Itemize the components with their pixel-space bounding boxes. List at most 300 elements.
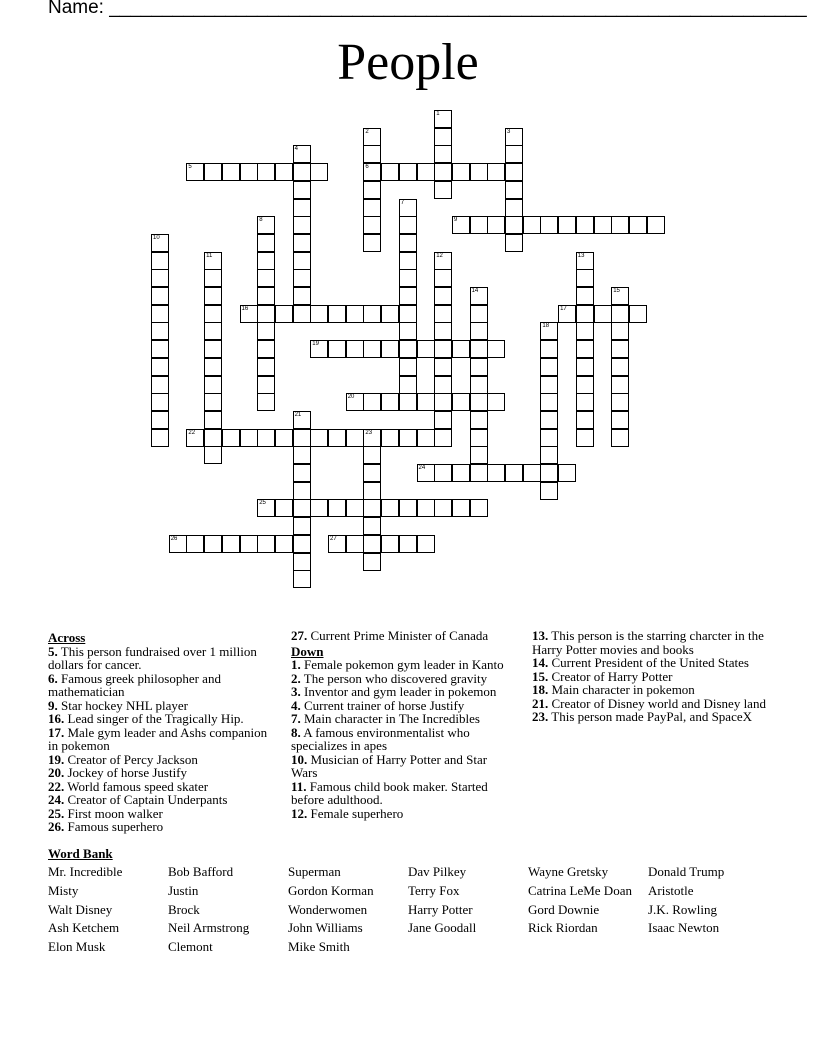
grid-cell[interactable] <box>293 216 311 234</box>
clue: 16. Lead singer of the Tragically Hip. <box>48 711 244 726</box>
grid-cell[interactable] <box>487 340 505 358</box>
grid-cell[interactable] <box>611 429 629 447</box>
clue-number: 20 <box>347 394 355 401</box>
grid-cell[interactable] <box>505 128 523 146</box>
grid-cell[interactable] <box>470 216 488 234</box>
clue: 25. First moon walker <box>48 805 163 821</box>
grid-cell[interactable] <box>594 216 612 234</box>
grid-cell[interactable] <box>399 269 417 287</box>
grid-cell[interactable] <box>204 340 222 358</box>
grid-cell[interactable] <box>470 411 488 429</box>
grid-cell[interactable] <box>470 393 488 411</box>
grid-cell[interactable] <box>328 340 346 358</box>
grid-cell[interactable] <box>293 570 311 588</box>
clue: 24. Creator of Captain Underpants <box>48 792 228 807</box>
grid-cell[interactable] <box>399 322 417 340</box>
grid-cell[interactable] <box>257 252 275 270</box>
grid-cell[interactable] <box>204 535 222 553</box>
grid-cell[interactable] <box>363 145 381 163</box>
grid-cell[interactable] <box>434 429 452 447</box>
grid-cell[interactable] <box>611 216 629 234</box>
clue-number: 19 <box>312 341 319 348</box>
word-bank-item: Catrina LeMe Doan <box>528 882 632 898</box>
grid-cell[interactable] <box>257 535 275 553</box>
grid-cell[interactable] <box>240 535 258 553</box>
grid-cell[interactable] <box>363 234 381 252</box>
grid-cell[interactable] <box>523 464 541 482</box>
grid-cell[interactable] <box>293 252 311 270</box>
grid-cell[interactable] <box>275 535 293 553</box>
grid-cell[interactable] <box>576 269 594 287</box>
grid-cell[interactable] <box>151 234 169 252</box>
grid-cell[interactable] <box>576 340 594 358</box>
clue: 27. Current Prime Minister of Canada <box>291 628 489 643</box>
grid-cell[interactable] <box>328 499 346 517</box>
grid-cell[interactable] <box>363 429 381 447</box>
grid-cell[interactable] <box>257 305 275 323</box>
grid-cell[interactable] <box>257 216 275 234</box>
word-bank-item: Aristotle <box>648 882 694 898</box>
grid-cell[interactable] <box>452 464 470 482</box>
grid-cell[interactable] <box>540 411 558 429</box>
grid-cell[interactable] <box>434 376 452 394</box>
grid-cell[interactable] <box>576 429 594 447</box>
grid-cell[interactable] <box>257 234 275 252</box>
grid-cell[interactable] <box>346 429 364 447</box>
grid-cell[interactable] <box>363 340 381 358</box>
grid-cell[interactable] <box>204 411 222 429</box>
grid-cell[interactable] <box>363 305 381 323</box>
grid-cell[interactable] <box>381 163 399 181</box>
grid-cell[interactable] <box>611 358 629 376</box>
grid-cell[interactable] <box>399 376 417 394</box>
grid-cell[interactable] <box>540 322 558 340</box>
clue-number: 7 <box>400 199 405 206</box>
clue: 9. Star hockey NHL player <box>48 697 188 713</box>
grid-cell[interactable] <box>505 216 523 234</box>
clue-number: 9 <box>453 217 458 224</box>
grid-cell[interactable] <box>470 464 488 482</box>
grid-cell[interactable] <box>399 252 417 270</box>
grid-cell[interactable] <box>346 499 364 517</box>
grid-cell[interactable] <box>487 393 505 411</box>
grid-cell[interactable] <box>505 163 523 181</box>
grid-cell[interactable] <box>470 322 488 340</box>
grid-cell[interactable] <box>151 322 169 340</box>
grid-cell[interactable] <box>310 340 328 358</box>
grid-cell[interactable] <box>151 376 169 394</box>
grid-cell[interactable] <box>611 305 629 323</box>
grid-cell[interactable] <box>452 393 470 411</box>
grid-cell[interactable] <box>611 411 629 429</box>
page-title: People <box>337 34 479 91</box>
grid-cell[interactable] <box>629 216 647 234</box>
grid-cell[interactable] <box>452 216 470 234</box>
word-bank-item: Bob Bafford <box>168 864 234 879</box>
grid-cell[interactable] <box>293 145 311 163</box>
grid-cell[interactable] <box>346 535 364 553</box>
grid-cell[interactable] <box>452 340 470 358</box>
grid-cell[interactable] <box>381 499 399 517</box>
grid-cell[interactable] <box>310 305 328 323</box>
word-bank-item: Neil Armstrong <box>168 920 250 936</box>
grid-cell[interactable] <box>204 252 222 270</box>
clue: 10. Musician of Harry Potter and Star Wars <box>291 751 488 780</box>
clue-number: 27 <box>330 535 337 542</box>
clue-number: 1 <box>436 111 440 117</box>
grid-cell[interactable] <box>151 358 169 376</box>
word-bank-item: Mr. Incredible <box>48 864 123 879</box>
clue-number: 5 <box>188 164 192 171</box>
clue: 13. This person is the starring charcter in the Harry Potter movies and books <box>532 628 764 657</box>
grid-cell[interactable] <box>417 163 435 181</box>
grid-cell[interactable] <box>293 429 311 447</box>
grid-cell[interactable] <box>257 499 275 517</box>
grid-cell[interactable] <box>151 305 169 323</box>
grid-cell[interactable] <box>293 234 311 252</box>
clue: 6. Famous greek philosopher and mathematician <box>48 670 221 699</box>
grid-cell[interactable] <box>576 358 594 376</box>
clue-number: 26 <box>170 535 178 542</box>
grid-cell[interactable] <box>434 287 452 305</box>
grid-cell[interactable] <box>240 305 258 323</box>
clue: 3. Inventor and gym leader in pokemon <box>291 684 497 699</box>
grid-cell[interactable] <box>505 234 523 252</box>
grid-cell[interactable] <box>505 199 523 217</box>
grid-cell[interactable] <box>434 464 452 482</box>
word-bank-item: Brock <box>168 901 200 917</box>
grid-cell[interactable] <box>204 163 222 181</box>
grid-cell[interactable] <box>576 287 594 305</box>
grid-cell[interactable] <box>204 269 222 287</box>
grid-cell[interactable] <box>576 252 594 270</box>
grid-cell[interactable] <box>470 163 488 181</box>
clue-number: 13 <box>577 252 585 259</box>
grid-cell[interactable] <box>470 446 488 464</box>
grid-cell[interactable] <box>470 358 488 376</box>
grid-cell[interactable] <box>399 535 417 553</box>
grid-cell[interactable] <box>204 446 222 464</box>
clue-number: 12 <box>436 252 443 259</box>
grid-cell[interactable] <box>293 163 311 181</box>
grid-cell[interactable] <box>434 145 452 163</box>
clue: 23. This person made PayPal, and SpaceX <box>532 709 752 724</box>
grid-cell[interactable] <box>363 181 381 199</box>
grid-cell[interactable] <box>363 163 381 181</box>
grid-cell[interactable] <box>470 305 488 323</box>
clue-column-1 <box>48 629 273 834</box>
grid-cell[interactable] <box>257 163 275 181</box>
grid-cell[interactable] <box>257 393 275 411</box>
grid-cell[interactable] <box>540 340 558 358</box>
grid-cell[interactable] <box>240 429 258 447</box>
clue-number: 15 <box>613 288 620 294</box>
grid-cell[interactable] <box>417 464 435 482</box>
clue-number: 11 <box>206 252 213 259</box>
grid-cell[interactable] <box>222 535 240 553</box>
grid-cell[interactable] <box>576 393 594 411</box>
grid-cell[interactable] <box>434 269 452 287</box>
grid-cell[interactable] <box>611 376 629 394</box>
grid-cell[interactable] <box>505 145 523 163</box>
grid-cell[interactable] <box>399 234 417 252</box>
grid-cell[interactable] <box>293 535 311 553</box>
grid-cell[interactable] <box>470 429 488 447</box>
grid-cell[interactable] <box>186 535 204 553</box>
word-bank-item: Ash Ketchem <box>48 920 120 936</box>
word-bank-item: Jane Goodall <box>408 920 477 936</box>
grid-cell[interactable] <box>275 305 293 323</box>
grid-cell[interactable] <box>222 429 240 447</box>
clue: 4. Current trainer of horse Justify <box>291 697 465 713</box>
grid-cell[interactable] <box>523 216 541 234</box>
grid-cell[interactable] <box>151 393 169 411</box>
grid-cell[interactable] <box>647 216 665 234</box>
grid-cell[interactable] <box>381 535 399 553</box>
grid-cell[interactable] <box>434 411 452 429</box>
grid-cell[interactable] <box>540 393 558 411</box>
grid-cell[interactable] <box>204 376 222 394</box>
clue: 21. Creator of Disney world and Disney land <box>532 695 766 711</box>
word-bank-item: Isaac Newton <box>648 920 720 936</box>
grid-cell[interactable] <box>381 305 399 323</box>
clue: 7. Main character in The Incredibles <box>291 711 480 726</box>
grid-cell[interactable] <box>434 393 452 411</box>
grid-cell[interactable] <box>434 358 452 376</box>
grid-cell[interactable] <box>399 358 417 376</box>
grid-cell[interactable] <box>576 305 594 323</box>
grid-cell[interactable] <box>293 287 311 305</box>
grid-cell[interactable] <box>487 163 505 181</box>
grid-cell[interactable] <box>540 464 558 482</box>
grid-cell[interactable] <box>576 411 594 429</box>
grid-cell[interactable] <box>540 216 558 234</box>
grid-cell[interactable] <box>540 429 558 447</box>
clue-number: 2 <box>365 128 369 135</box>
grid-cell[interactable] <box>417 429 435 447</box>
grid-cell[interactable] <box>505 464 523 482</box>
grid-cell[interactable] <box>470 340 488 358</box>
grid-cell[interactable] <box>399 287 417 305</box>
grid-cell[interactable] <box>151 340 169 358</box>
grid-cell[interactable] <box>293 269 311 287</box>
grid-cell[interactable] <box>275 499 293 517</box>
grid-cell[interactable] <box>434 163 452 181</box>
grid-cell[interactable] <box>204 429 222 447</box>
clue: 1. Female pokemon gym leader in Kanto <box>291 657 504 672</box>
name-line: Name: __________________________________________________________________ <box>48 0 807 18</box>
grid-cell[interactable] <box>346 393 364 411</box>
grid-cell[interactable] <box>363 553 381 571</box>
grid-cell[interactable] <box>611 393 629 411</box>
grid-cell[interactable] <box>611 287 629 305</box>
grid-cell[interactable] <box>434 340 452 358</box>
grid-cell[interactable] <box>151 252 169 270</box>
word-bank-item: John Williams <box>288 920 363 936</box>
grid-cell[interactable] <box>576 376 594 394</box>
grid-cell[interactable] <box>204 393 222 411</box>
grid-cell[interactable] <box>257 287 275 305</box>
grid-cell[interactable] <box>452 163 470 181</box>
grid-cell[interactable] <box>558 305 576 323</box>
grid-cell[interactable] <box>363 216 381 234</box>
grid-cell[interactable] <box>417 499 435 517</box>
grid-cell[interactable] <box>363 517 381 535</box>
grid-cell[interactable] <box>611 340 629 358</box>
grid-cell[interactable] <box>257 376 275 394</box>
grid-cell[interactable] <box>363 482 381 500</box>
grid-cell[interactable] <box>310 163 328 181</box>
grid-cell[interactable] <box>363 199 381 217</box>
word-bank-item: Justin <box>168 882 199 898</box>
grid-cell[interactable] <box>293 464 311 482</box>
word-bank-item: Donald Trump <box>648 864 725 879</box>
grid-cell[interactable] <box>310 429 328 447</box>
grid-cell[interactable] <box>434 181 452 199</box>
word-bank-item: Walt Disney <box>48 901 113 917</box>
clue-number: 8 <box>259 217 263 224</box>
grid-cell[interactable] <box>399 499 417 517</box>
grid-cell[interactable] <box>399 163 417 181</box>
word-bank-item: Harry Potter <box>408 901 473 917</box>
grid-cell[interactable] <box>399 340 417 358</box>
clue: 26. Famous superhero <box>48 819 164 834</box>
grid-cell[interactable] <box>151 269 169 287</box>
grid-cell[interactable] <box>363 393 381 411</box>
clue: 19. Creator of Percy Jackson <box>48 751 198 767</box>
clue-number: 6 <box>365 164 369 171</box>
grid-cell[interactable] <box>452 499 470 517</box>
grid-cell[interactable] <box>257 358 275 376</box>
grid-cell[interactable] <box>275 163 293 181</box>
grid-cell[interactable] <box>186 163 204 181</box>
grid-cell[interactable] <box>487 216 505 234</box>
grid-cell[interactable] <box>151 411 169 429</box>
grid-cell[interactable] <box>470 499 488 517</box>
clue-column-3 <box>532 629 767 724</box>
grid-cell[interactable] <box>151 429 169 447</box>
grid-cell[interactable] <box>328 535 346 553</box>
clue-column-2 <box>291 629 516 820</box>
grid-cell[interactable] <box>293 517 311 535</box>
grid-cell[interactable] <box>346 340 364 358</box>
grid-cell[interactable] <box>381 429 399 447</box>
grid-cell[interactable] <box>328 429 346 447</box>
grid-cell[interactable] <box>540 358 558 376</box>
grid-cell[interactable] <box>204 287 222 305</box>
grid-cell[interactable] <box>629 305 647 323</box>
grid-cell[interactable] <box>399 305 417 323</box>
grid-cell[interactable] <box>434 110 452 128</box>
grid-cell[interactable] <box>594 305 612 323</box>
word-bank-heading: Word Bank <box>48 846 113 861</box>
grid-cell[interactable] <box>151 287 169 305</box>
grid-cell[interactable] <box>169 535 187 553</box>
grid-cell[interactable] <box>417 340 435 358</box>
grid-cell[interactable] <box>470 287 488 305</box>
grid-cell[interactable] <box>399 429 417 447</box>
grid-cell[interactable] <box>487 464 505 482</box>
grid-cell[interactable] <box>558 464 576 482</box>
grid-cell[interactable] <box>540 482 558 500</box>
grid-cell[interactable] <box>558 216 576 234</box>
grid-cell[interactable] <box>186 429 204 447</box>
grid-cell[interactable] <box>293 446 311 464</box>
grid-cell[interactable] <box>204 305 222 323</box>
grid-cell[interactable] <box>470 376 488 394</box>
grid-cell[interactable] <box>363 446 381 464</box>
grid-cell[interactable] <box>434 499 452 517</box>
grid-cell[interactable] <box>257 429 275 447</box>
grid-cell[interactable] <box>381 393 399 411</box>
word-bank-item: Clemont <box>168 939 213 955</box>
grid-cell[interactable] <box>540 376 558 394</box>
clue: 8. A famous environmentalist who specializes in apes <box>291 724 470 753</box>
clue-number: 21 <box>294 411 302 418</box>
grid-cell[interactable] <box>204 322 222 340</box>
grid-cell[interactable] <box>293 499 311 517</box>
grid-cell[interactable] <box>363 128 381 146</box>
word-bank-item: Elon Musk <box>48 939 106 955</box>
grid-cell[interactable] <box>576 216 594 234</box>
grid-cell[interactable] <box>399 393 417 411</box>
grid-cell[interactable] <box>293 411 311 429</box>
grid-cell[interactable] <box>293 199 311 217</box>
grid-cell[interactable] <box>257 322 275 340</box>
grid-cell[interactable] <box>240 163 258 181</box>
grid-cell[interactable] <box>417 393 435 411</box>
grid-cell[interactable] <box>257 269 275 287</box>
grid-cell[interactable] <box>540 446 558 464</box>
grid-cell[interactable] <box>293 553 311 571</box>
grid-cell[interactable] <box>328 305 346 323</box>
grid-cell[interactable] <box>434 252 452 270</box>
grid-cell[interactable] <box>381 340 399 358</box>
grid-cell[interactable] <box>611 322 629 340</box>
clue: 15. Creator of Harry Potter <box>532 668 673 684</box>
word-bank-item: Superman <box>288 864 341 879</box>
clue-number: 18 <box>542 323 550 330</box>
grid-cell[interactable] <box>399 216 417 234</box>
grid-cell[interactable] <box>576 322 594 340</box>
grid-cell[interactable] <box>363 464 381 482</box>
grid-cell[interactable] <box>346 305 364 323</box>
clue-number: 10 <box>153 234 160 241</box>
clue-number: 3 <box>507 128 511 135</box>
grid-cell[interactable] <box>399 199 417 217</box>
grid-cell[interactable] <box>222 163 240 181</box>
grid-cell[interactable] <box>310 499 328 517</box>
grid-cell[interactable] <box>505 181 523 199</box>
clue-number: 24 <box>418 465 426 471</box>
grid-cell[interactable] <box>434 128 452 146</box>
grid-cell[interactable] <box>275 429 293 447</box>
grid-cell[interactable] <box>434 305 452 323</box>
grid-cell[interactable] <box>417 535 435 553</box>
grid-cell[interactable] <box>293 305 311 323</box>
grid-cell[interactable] <box>363 535 381 553</box>
grid-cell[interactable] <box>434 322 452 340</box>
clue-number: 16 <box>241 305 249 312</box>
grid-cell[interactable] <box>293 482 311 500</box>
clue: 17. Male gym leader and Ashs companion in pokemon <box>48 724 268 753</box>
grid-cell[interactable] <box>293 181 311 199</box>
clue: 12. Female superhero <box>291 805 404 821</box>
clue: 20. Jockey of horse Justify <box>48 765 188 780</box>
grid-cell[interactable] <box>204 358 222 376</box>
grid-cell[interactable] <box>257 340 275 358</box>
grid-cell[interactable] <box>363 499 381 517</box>
